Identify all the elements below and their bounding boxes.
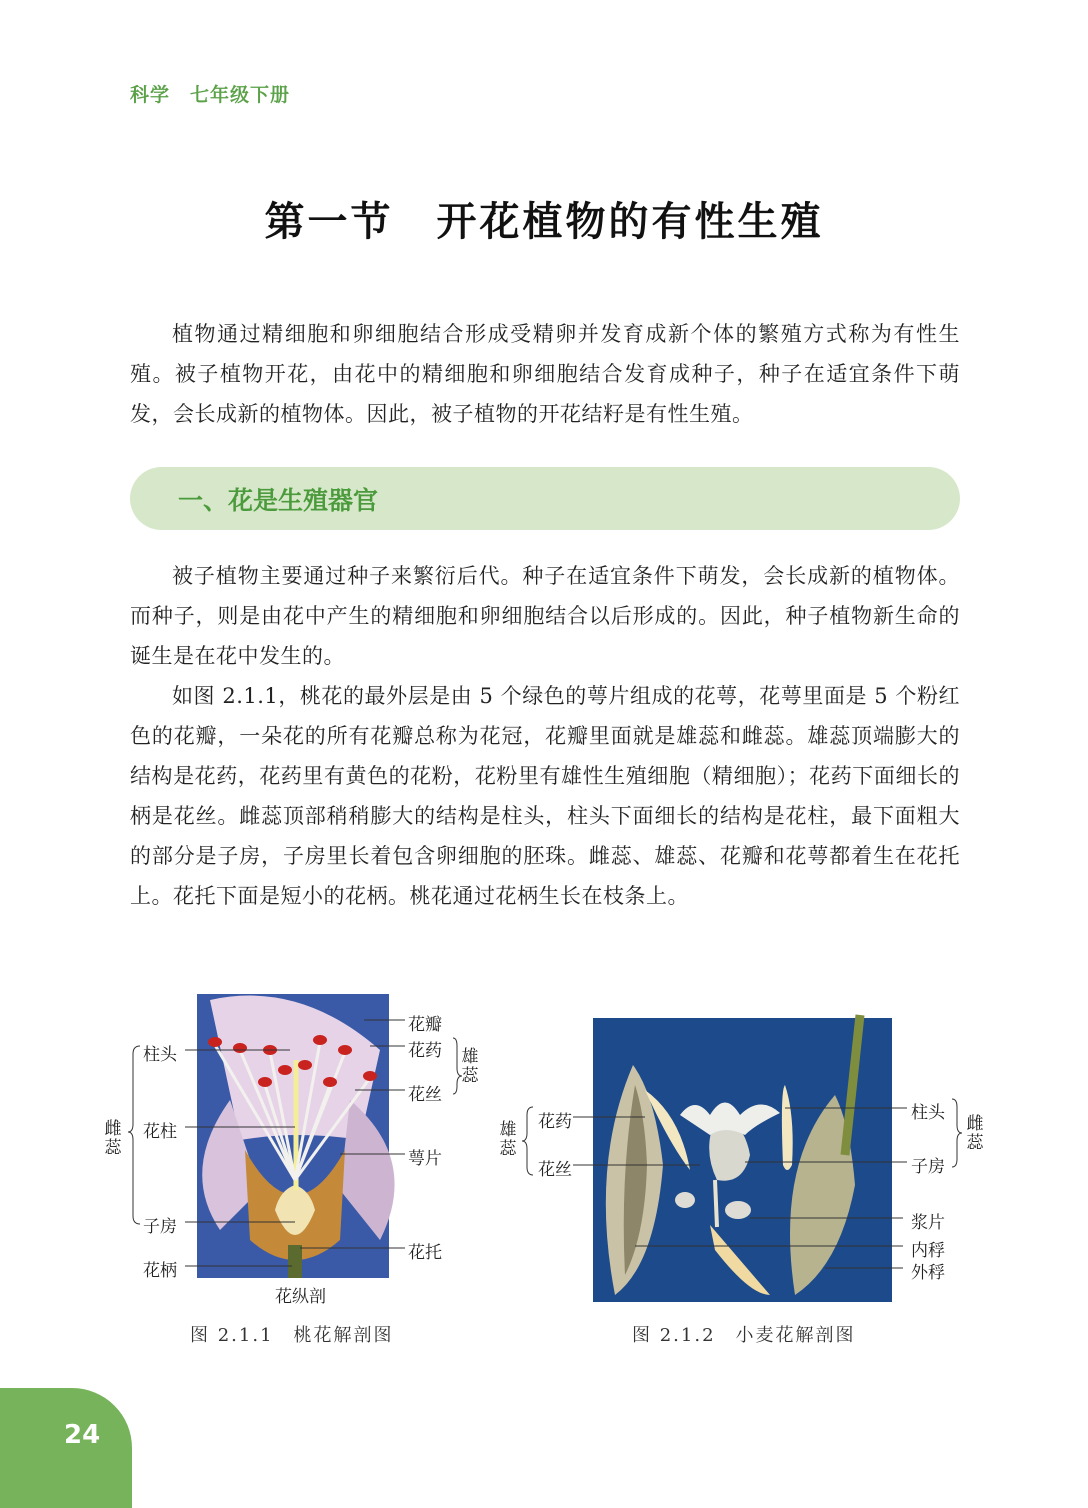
label-wheat-lemma: 外稃 xyxy=(911,1263,945,1283)
paragraph-2: 被子植物主要通过种子来繁衍后代。种子在适宜条件下萌发，会长成新的植物体。而种子，则是由花中产生的精细胞和卵细胞结合以后形成的。因此，种子植物新生命的诞生是在花中发生的。 xyxy=(130,564,960,668)
header-label: 科学 七年级下册 xyxy=(130,84,291,106)
label-wheat-filament: 花丝 xyxy=(538,1160,572,1180)
label-pistil: 雌蕊 xyxy=(104,1119,122,1158)
label-wheat-palea: 内稃 xyxy=(911,1241,945,1261)
wheat-flower-figure xyxy=(495,1015,995,1315)
label-ovary: 子房 xyxy=(143,1217,177,1237)
label-anther: 花药 xyxy=(408,1041,442,1061)
label-receptacle: 花托 xyxy=(408,1243,442,1263)
label-wheat-lodicule: 浆片 xyxy=(911,1213,945,1233)
photo-caption: 花纵剖 xyxy=(275,1287,326,1307)
label-style: 花柱 xyxy=(143,1122,177,1142)
label-petal: 花瓣 xyxy=(408,1015,442,1035)
label-pedicel: 花柄 xyxy=(143,1261,177,1281)
subheading-text: 一、花是生殖器官 xyxy=(178,486,379,515)
label-wheat-pistil: 雌蕊 xyxy=(966,1114,984,1153)
page-number: 24 xyxy=(64,1420,101,1450)
label-wheat-stamen: 雄蕊 xyxy=(499,1120,517,1159)
label-wheat-ovary: 子房 xyxy=(911,1157,945,1177)
label-wheat-stigma: 柱头 xyxy=(911,1103,945,1123)
section-title: 第一节 开花植物的有性生殖 xyxy=(264,199,824,245)
subheading-bar xyxy=(130,467,960,530)
peach-flower-figure xyxy=(100,990,500,1310)
label-filament: 花丝 xyxy=(408,1085,442,1105)
label-sepal: 萼片 xyxy=(408,1149,442,1169)
label-wheat-anther: 花药 xyxy=(538,1112,572,1132)
figure1-caption: 图 2.1.1 桃花解剖图 xyxy=(190,1325,394,1346)
label-stamen: 雄蕊 xyxy=(461,1047,479,1086)
label-stigma: 柱头 xyxy=(143,1045,177,1065)
figure2-caption: 图 2.1.2 小麦花解剖图 xyxy=(632,1325,856,1346)
paragraph-3: 如图 2.1.1，桃花的最外层是由 5 个绿色的萼片组成的花萼，花萼里面是 5 个粉红色的花瓣，一朵花的所有花瓣总称为花冠，花瓣里面就是雄蕊和雌蕊。雄蕊顶端膨大的结构是花药，花药里有黄色的花粉，花粉里有雄性生殖细胞（精细胞）；花药下面细长的柄是花丝。雌蕊顶部稍稍膨大的结构是柱头，柱头下面细长的结构是花柱，最下面粗大的部分是子房，子房里长着包含卵细胞的胚珠。雌蕊、雄蕊、花瓣和花萼都着生在花托上。花托下面是短小的花柄。桃花通过花柄生长在枝条上。 xyxy=(130,684,960,908)
intro-paragraph: 植物通过精细胞和卵细胞结合形成受精卵并发育成新个体的繁殖方式称为有性生殖。被子植物开花，由花中的精细胞和卵细胞结合发育成种子，种子在适宜条件下萌发，会长成新的植物体。因此，被子植物的开花结籽是有性生殖。 xyxy=(130,322,960,426)
